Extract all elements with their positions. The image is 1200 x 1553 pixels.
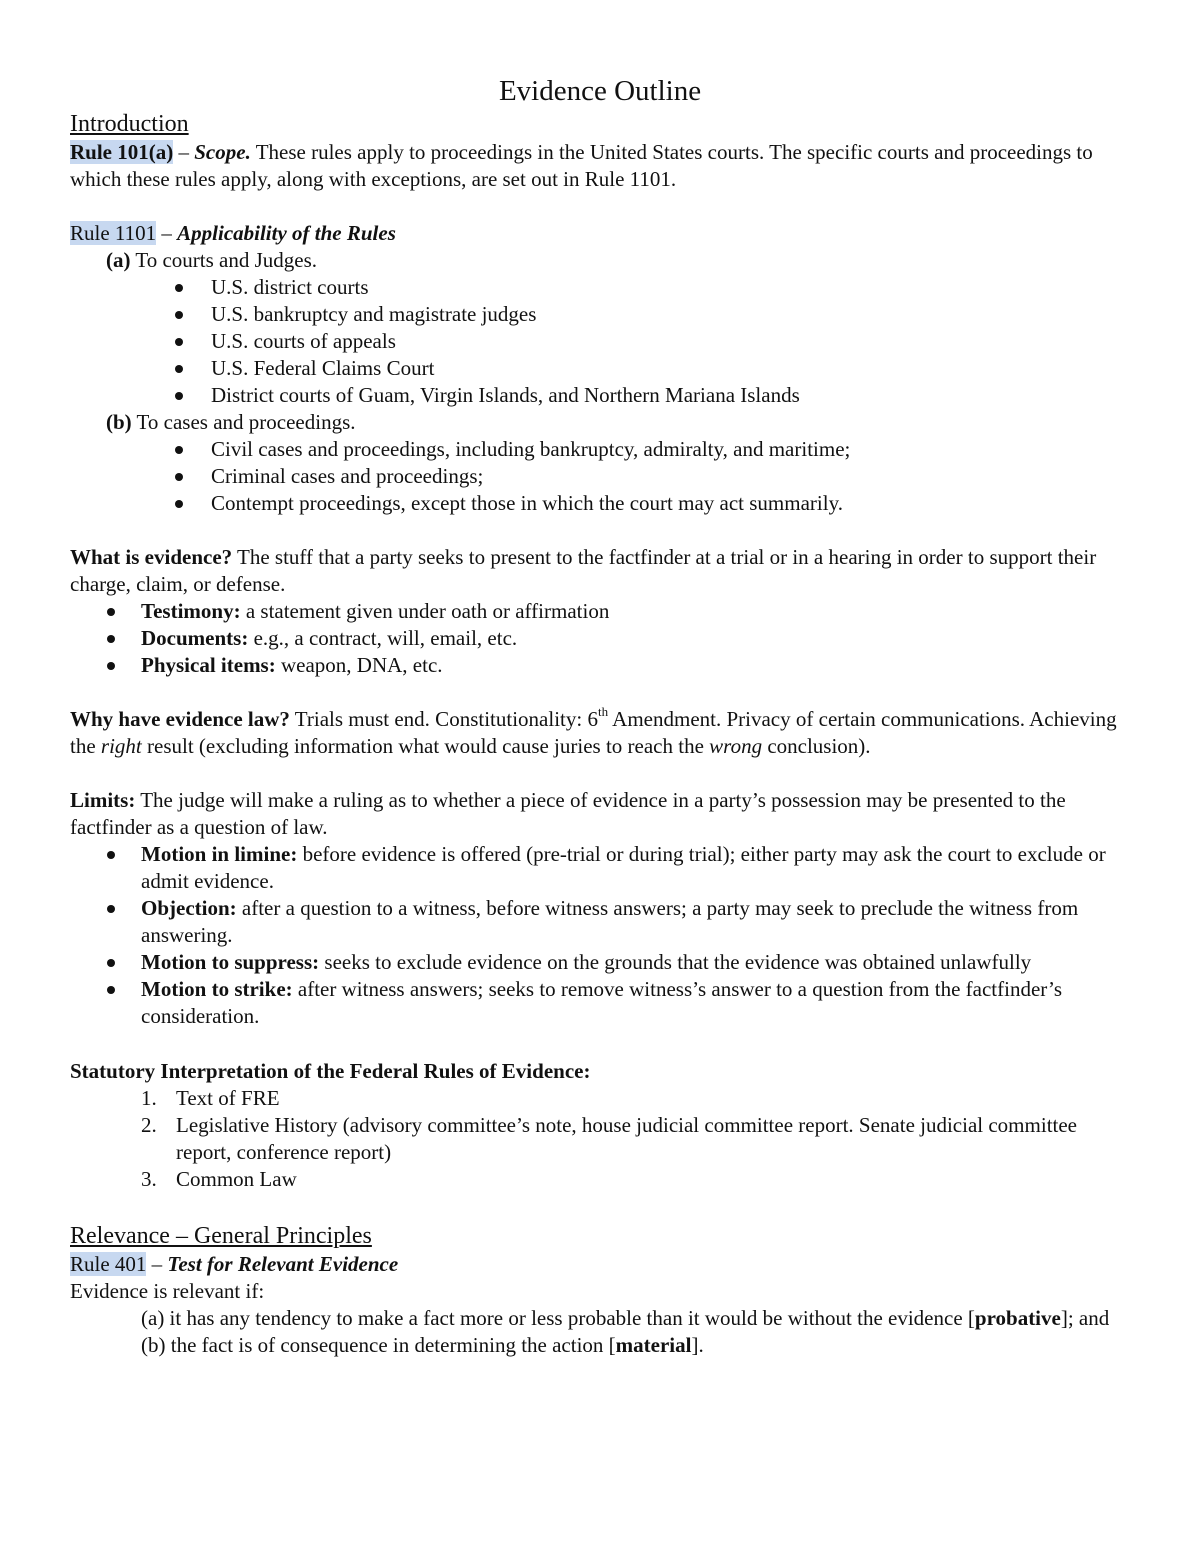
list-text: Text of FRE xyxy=(176,1086,280,1110)
list-item xyxy=(141,1112,1130,1166)
page-title: Evidence Outline xyxy=(498,75,702,107)
list-text: Legislative History (advisory committee’s note, house judicial committee report. Senate judicial committee report, conference report) xyxy=(176,1113,1078,1164)
subsection-label: (a) xyxy=(106,248,131,272)
rule-401-b xyxy=(70,1332,1130,1359)
rule-401-lead: Evidence is relevant if: xyxy=(70,1279,265,1303)
rule-401-label: Rule 401 xyxy=(70,1252,147,1276)
list-item: Criminal cases and proceedings; xyxy=(211,463,1130,490)
list-item xyxy=(141,976,1130,1030)
list-item xyxy=(141,841,1130,895)
subsection-text: To courts and Judges. xyxy=(130,248,318,272)
why-evidence-law-paragraph xyxy=(70,706,1130,760)
text: Trials must end. Constitutionality: 6 xyxy=(289,707,598,731)
list-number: 2. xyxy=(141,1113,157,1137)
list-item: U.S. Federal Claims Court xyxy=(211,355,1130,382)
list-item xyxy=(141,1166,1130,1193)
what-is-evidence-label: What is evidence? xyxy=(70,545,233,569)
list-number: 1. xyxy=(141,1086,157,1110)
subsection-label: (b) xyxy=(106,410,132,434)
superscript: th xyxy=(597,704,609,719)
term: Testimony: xyxy=(141,599,241,623)
definition: a statement given under oath or affirmation xyxy=(240,599,610,623)
term: Motion in limine: xyxy=(141,842,298,866)
emphasis: wrong xyxy=(709,734,763,758)
list-item xyxy=(141,949,1130,976)
list-item: District courts of Guam, Virgin Islands, and Northern Mariana Islands xyxy=(211,382,1130,409)
rule-1101-label: Rule 1101 xyxy=(70,221,157,245)
text: result (excluding information what would cause juries to reach the xyxy=(141,734,710,758)
term: Motion to strike: xyxy=(141,977,293,1001)
dash: – xyxy=(146,1252,168,1276)
definition: after witness answers; seeks to remove witness’s answer to a question from the factfinder’s consideration. xyxy=(141,977,1063,1028)
subsection-text: To cases and proceedings. xyxy=(131,410,356,434)
rule-101-label: Rule 101(a) xyxy=(70,140,174,164)
rule-101-paragraph xyxy=(70,139,1130,193)
rule-401-name: Test for Relevant Evidence xyxy=(167,1252,399,1276)
rule-101-name: Scope. xyxy=(194,140,251,164)
rule-1101-a xyxy=(70,247,1130,274)
rule-1101-heading xyxy=(70,220,1130,247)
section-heading-relevance: Relevance – General Principles xyxy=(70,1223,372,1249)
dash: – xyxy=(156,221,178,245)
rule-1101-b xyxy=(70,409,1130,436)
rule-1101-a-list xyxy=(70,274,1130,409)
definition: weapon, DNA, etc. xyxy=(275,653,443,677)
list-item xyxy=(141,625,1130,652)
term: Motion to suppress: xyxy=(141,950,320,974)
dash: – xyxy=(173,140,195,164)
definition: before evidence is offered (pre-trial or during trial); either party may ask the court to exclude or admit evidence. xyxy=(141,842,1106,893)
rule-401-heading xyxy=(70,1251,1130,1278)
list-item: Contempt proceedings, except those in which the court may act summarily. xyxy=(211,490,1130,517)
section-heading-introduction: Introduction xyxy=(70,111,189,137)
list-item xyxy=(141,1085,1130,1112)
text: (b) the fact is of consequence in determining the action [ xyxy=(141,1333,616,1357)
text: ]. xyxy=(691,1333,704,1357)
statutory-interpretation-heading xyxy=(70,1058,1130,1085)
definition: after a question to a witness, before witness answers; a party may seek to preclude the witness from answering. xyxy=(141,896,1079,947)
list-text: Common Law xyxy=(176,1167,297,1191)
term: Physical items: xyxy=(141,653,276,677)
term: Objection: xyxy=(141,896,237,920)
evidence-types-list xyxy=(70,598,1130,679)
text: ]; and xyxy=(1060,1306,1110,1330)
what-is-evidence-paragraph xyxy=(70,544,1130,598)
rule-1101-b-list xyxy=(70,436,1130,517)
rule-401-a xyxy=(70,1305,1130,1332)
list-item xyxy=(141,598,1130,625)
why-label: Why have evidence law? xyxy=(70,707,290,731)
list-item xyxy=(141,652,1130,679)
statutory-label: Statutory Interpretation of the Federal Rules of Evidence: xyxy=(70,1059,591,1083)
term: Documents: xyxy=(141,626,249,650)
limits-paragraph xyxy=(70,787,1130,841)
text: conclusion). xyxy=(762,734,871,758)
emphasis: right xyxy=(100,734,142,758)
definition: seeks to exclude evidence on the grounds that the evidence was obtained unlawfully xyxy=(319,950,1032,974)
statutory-list xyxy=(70,1085,1130,1193)
motions-list xyxy=(70,841,1130,1030)
list-item xyxy=(141,895,1130,949)
text: Amendment. Privacy of certain communications. Achieving the xyxy=(70,707,1117,758)
list-item: U.S. courts of appeals xyxy=(211,328,1130,355)
list-item: U.S. bankruptcy and magistrate judges xyxy=(211,301,1130,328)
list-item: U.S. district courts xyxy=(211,274,1130,301)
what-is-evidence-text: The stuff that a party seeks to present to the factfinder at a trial or in a hearing in order to support their charge, claim, or defense. xyxy=(70,545,1097,596)
list-number: 3. xyxy=(141,1167,157,1191)
list-item: Civil cases and proceedings, including bankruptcy, admiralty, and maritime; xyxy=(211,436,1130,463)
definition: e.g., a contract, will, email, etc. xyxy=(248,626,518,650)
rule-1101-name: Applicability of the Rules xyxy=(177,221,396,245)
bold-term: probative xyxy=(974,1306,1061,1330)
rule-101-text: These rules apply to proceedings in the United States courts. The specific courts and proceedings to which these rules apply, along with exceptions, are set out in Rule 1101. xyxy=(70,140,1093,191)
bold-term: material xyxy=(615,1333,692,1357)
limits-text: The judge will make a ruling as to whether a piece of evidence in a party’s possession may be presented to the factfinder as a question of law. xyxy=(70,788,1066,839)
text: (a) it has any tendency to make a fact more or less probable than it would be without the evidence [ xyxy=(141,1306,975,1330)
limits-label: Limits: xyxy=(70,788,136,812)
